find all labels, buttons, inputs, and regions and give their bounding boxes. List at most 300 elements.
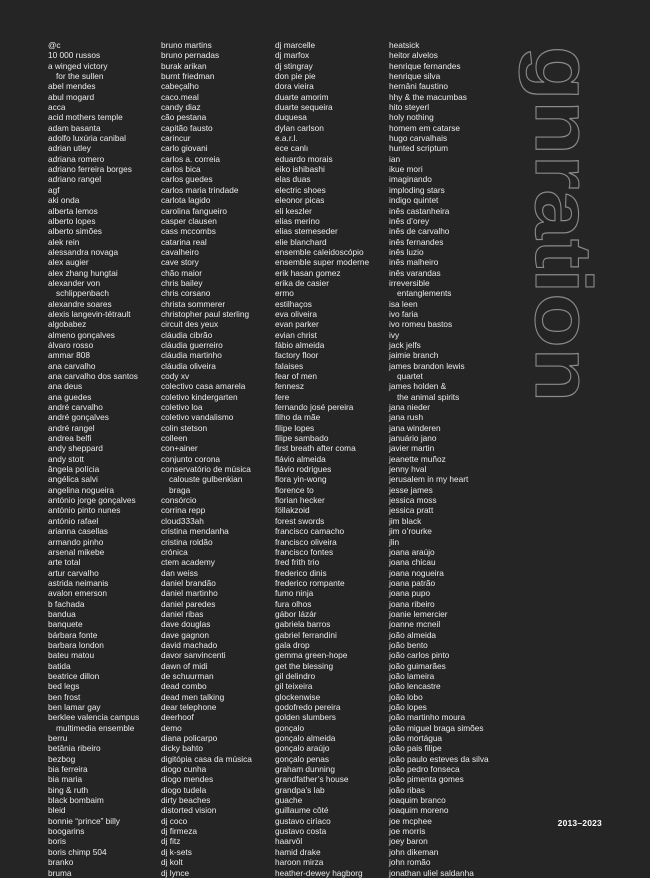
artist-name: joana nogueira (389, 567, 444, 578)
artist-name: joey baron (389, 836, 428, 847)
artist-name: carincur (161, 133, 191, 144)
artist-name: inês de carvalho (389, 226, 450, 237)
artist-name: dj marcelle (275, 40, 316, 50)
artist-name: cristina roldão (161, 536, 213, 547)
artist-name: jerusalem in my heart (389, 474, 469, 485)
artist-name: joão martinho moura (389, 712, 466, 723)
artist-name: bezbog (48, 753, 76, 764)
artist-name: crónica (161, 546, 188, 557)
artist-name: francisco fontes (275, 546, 334, 557)
artist-name: arte total (48, 557, 81, 568)
artist-name: astrida neimanis (48, 577, 109, 588)
artist-name: casper clausen (161, 215, 217, 226)
artist-name: the animal spirits (397, 391, 460, 402)
artist-name: conjunto corona (161, 453, 221, 464)
artist-name: beatrice dillon (48, 670, 100, 681)
artist-name: jana winderen (389, 422, 441, 433)
artist-name: jessica pratt (389, 505, 434, 516)
artist-name: flávio rodrigues (275, 464, 332, 475)
artist-name: forest swords (275, 515, 325, 526)
artist-name: inês luzio (389, 246, 424, 257)
artist-name: ana deus (48, 381, 83, 392)
artist-name: estilhaços (275, 298, 312, 309)
artist-name: coletivo loa (161, 402, 203, 413)
artist-name: coletivo kindergarten (161, 391, 238, 402)
artist-name: ana carvalho dos santos (48, 371, 138, 381)
artist-name: electric shoes (275, 184, 326, 195)
artist-name: fere (275, 391, 290, 402)
artist-name: alek rein (48, 236, 80, 247)
artist-name: john romão (389, 857, 431, 868)
artist-name: acca (48, 102, 66, 113)
artist-name: cody xv (161, 371, 190, 381)
artist-name: fura olhos (275, 598, 312, 609)
artist-name: bruno martins (161, 40, 212, 50)
artist-name: alberto simões (48, 226, 102, 237)
artist-name: distorted vision (161, 805, 217, 816)
artist-name: joe mcphee (389, 815, 432, 826)
artist-name: elias merino (275, 215, 320, 226)
artist-name: inês fernandes (389, 236, 444, 247)
artist-name: boris chimp 504 (48, 846, 107, 857)
artist-name: coletivo vandalismo (161, 412, 234, 423)
artist-name: artur carvalho (48, 567, 99, 578)
artist-name: jack jelfs (389, 339, 421, 350)
artist-name: bruma (48, 867, 72, 878)
artist-name: diana policarpo (161, 733, 218, 744)
artist-column-4 (389, 40, 489, 878)
artist-name: dead combo (161, 681, 207, 692)
artist-name: hunted scriptum (389, 143, 449, 154)
artist-name: circuit des yeux (161, 319, 219, 330)
artist-name: joão pedro fonseca (389, 764, 460, 775)
artist-name: alexandre soares (48, 298, 112, 309)
artist-name: andy stott (48, 453, 84, 464)
artist-name: joão pais filipe (389, 743, 442, 754)
artist-name: cavalheiro (161, 246, 199, 257)
artist-name: jana nieder (389, 402, 431, 413)
artist-name: inês malheiro (389, 257, 439, 268)
artist-name: eva oliveira (275, 308, 317, 319)
artist-name: javier martin (389, 443, 435, 454)
artist-name: jim o’rourke (389, 526, 432, 537)
artist-name: francisco camacho (275, 526, 345, 537)
artist-name: colleen (161, 433, 188, 444)
artist-name: first breath after coma (275, 443, 356, 454)
artist-name: carlos bica (161, 164, 201, 175)
artist-name: heitor alvelos (389, 50, 438, 61)
artist-name: gustavo ciríaco (275, 815, 331, 826)
artist-name: gonçalo penas (275, 753, 329, 764)
artist-name: chão maior (161, 267, 203, 278)
artist-name: jlin (389, 536, 400, 547)
artist-name: hernâni faustino (389, 81, 449, 92)
artist-name: braga (169, 484, 191, 495)
artist-name: hhy & the macumbas (389, 91, 467, 102)
artist-name: colin stetson (161, 422, 208, 433)
artist-name: almeno gonçalves (48, 329, 115, 340)
artist-name: diogo cunha (161, 764, 207, 775)
artist-name: fear of men (275, 371, 317, 381)
artist-name: dj kolt (161, 857, 183, 868)
artist-name: dead men talking (161, 691, 225, 702)
artist-name: aki onda (48, 195, 80, 206)
artist-name: ben frost (48, 691, 81, 702)
artist-name: godofredo pereira (275, 702, 341, 712)
artist-name: agf (48, 184, 60, 195)
artist-column-1 (48, 40, 139, 878)
artist-name: abul mogard (48, 91, 95, 102)
artist-name: alex zhang hungtai (48, 267, 118, 278)
artist-name: burak arikan (161, 60, 207, 71)
artist-name: get the blessing (275, 660, 334, 671)
artist-name: gonçalo almeida (275, 733, 336, 744)
artist-name: evan parker (275, 319, 319, 330)
artist-name: gala drop (275, 639, 310, 650)
artist-name: digitópia casa da música (161, 753, 252, 764)
artist-name: bandua (48, 608, 76, 619)
artist-name: hugo carvalhais (389, 133, 448, 144)
artist-name: dicky bahto (161, 743, 203, 754)
artist-name: gabriela barros (275, 619, 331, 630)
artist-name: dj coco (161, 815, 188, 826)
artist-name: haarvöl (275, 836, 303, 847)
artist-name: joão lameira (389, 670, 435, 681)
artist-name: arsenal mikebe (48, 546, 105, 557)
artist-name: joana patrão (389, 577, 436, 588)
artist-name: dave gagnon (161, 629, 209, 640)
artist-name: irreversible (389, 277, 430, 288)
artist-name: joanne mcneil (389, 619, 441, 630)
artist-name: erika de casier (275, 277, 329, 288)
artist-name: cão pestana (161, 112, 207, 123)
artist-name: de schuurman (161, 670, 214, 681)
artist-name: for the sullen (56, 71, 104, 82)
artist-name: con+ainer (161, 443, 198, 454)
artist-name: alberto lopes (48, 215, 96, 226)
artist-name: davor sanvincenti (161, 650, 226, 661)
artist-name: boris (48, 836, 66, 847)
artist-name: multimedia ensemble (56, 722, 135, 733)
artist-name: angelina nogueira (48, 484, 114, 495)
artist-name: henrique fernandes (389, 60, 461, 71)
artist-name: a winged victory (48, 60, 108, 71)
artist-name: duarte amorim (275, 91, 329, 102)
artist-name: conservatório de música (161, 464, 251, 475)
artist-name: francisco oliveira (275, 536, 337, 547)
artist-name: dj lynce (161, 867, 190, 878)
artist-name: calouste gulbenkian (169, 474, 243, 485)
artist-name: catarina real (161, 236, 207, 247)
artist-name: heatsick (389, 40, 420, 50)
artist-name: ammar 808 (48, 350, 90, 361)
artist-name: ensemble super moderne (275, 257, 370, 268)
artist-name: duarte sequeira (275, 102, 333, 113)
artist-name: dora vieira (275, 81, 314, 92)
artist-name: filipe lopes (275, 422, 315, 433)
artist-name: haroon mirza (275, 857, 324, 868)
artist-name: dj marfox (275, 50, 310, 61)
artist-name: heather-dewey hagborg (275, 867, 363, 878)
artist-name: duquesa (275, 112, 307, 123)
artist-name: isa leen (389, 298, 418, 309)
artist-name: dj stingray (275, 60, 313, 71)
artist-name: ivy (389, 329, 400, 340)
artist-name: alessandra novaga (48, 246, 119, 257)
artist-name: carlos a. correia (161, 153, 221, 164)
artist-name: joão lobo (389, 691, 423, 702)
artist-name: ben lamar gay (48, 702, 101, 712)
artist-name: daniel paredes (161, 598, 216, 609)
artist-name: dj fitz (161, 836, 181, 847)
artist-name: eduardo morais (275, 153, 333, 164)
artist-name: cabeçalho (161, 81, 199, 92)
artist-name: adriano ferreira borges (48, 164, 132, 175)
artist-name: banquete (48, 619, 83, 630)
artist-name: carlota lagido (161, 195, 211, 206)
artist-name: e.a.r.l. (275, 133, 298, 144)
artist-name: acid mothers temple (48, 112, 123, 123)
artist-name: ana guedes (48, 391, 92, 402)
artist-name: fernando josé pereira (275, 402, 354, 413)
artist-name: evian christ (275, 329, 317, 340)
artist-name: dan weiss (161, 567, 198, 578)
artist-name: joaquim moreno (389, 805, 449, 816)
artist-name: gustavo costa (275, 826, 327, 837)
artist-name: guache (275, 795, 303, 806)
gnration-logo-text: gnration (519, 46, 608, 366)
artist-name: @c (48, 40, 61, 50)
artist-name: cláudia cibrão (161, 329, 213, 340)
artist-name: gonçalo (275, 722, 305, 733)
artist-column-2 (161, 40, 252, 878)
artist-name: fred frith trio (275, 557, 320, 568)
artist-name: 10 000 russos (48, 50, 101, 61)
artist-name: demo (161, 722, 182, 733)
artist-name: joão mortágua (389, 733, 443, 744)
artist-name: elie blanchard (275, 236, 327, 247)
gnration-logo (518, 46, 614, 406)
artist-name: joana ribeiro (389, 598, 435, 609)
artist-name: joão lopes (389, 702, 427, 712)
artist-name: chris corsano (161, 288, 211, 299)
artist-name: antónio pinto nunes (48, 505, 121, 516)
artist-name: álvaro rosso (48, 339, 94, 350)
artist-name: diogo tudela (161, 784, 207, 795)
artist-name: ana carvalho (48, 360, 96, 371)
artist-name: föllakzoid (275, 505, 310, 516)
artist-name: caco.meal (161, 91, 199, 102)
artist-name: bia ferreira (48, 764, 88, 775)
artist-name: dear telephone (161, 702, 217, 712)
artist-name: flora yin-wong (275, 474, 327, 485)
artist-name: bia maria (48, 774, 83, 785)
artist-name: capitão fausto (161, 122, 213, 133)
artist-name: golden slumbers (275, 712, 336, 723)
artist-name: graham dunning (275, 764, 335, 775)
artist-name: daniel ribas (161, 608, 204, 619)
artist-name: alex augier (48, 257, 89, 268)
artist-name: fábio almeida (275, 339, 325, 350)
artist-name: burnt friedman (161, 71, 215, 82)
artist-name: bed legs (48, 681, 80, 692)
artist-name: alexis langevin-tétrault (48, 308, 131, 319)
artist-name: ian (389, 153, 401, 164)
artist-name: abel mendes (48, 81, 96, 92)
artist-name: antónio rafael (48, 515, 99, 526)
artist-name: ivo romeu bastos (389, 319, 453, 330)
artist-name: gil delindro (275, 670, 316, 681)
artist-name: quartet (397, 371, 423, 381)
artist-name: david machado (161, 639, 218, 650)
artist-name: bruno pernadas (161, 50, 220, 61)
artist-name: bing & ruth (48, 784, 89, 795)
artist-name: john dikeman (389, 846, 439, 857)
artist-name: cloud333ah (161, 515, 204, 526)
artist-name: carlo giovani (161, 143, 208, 154)
artist-name: daniel brandão (161, 577, 216, 588)
artist-name: berru (48, 733, 68, 744)
artist-name: ece canlı (275, 143, 309, 154)
artist-name: joana araújo (389, 546, 435, 557)
artist-name: eli keszler (275, 205, 312, 216)
artist-name: entanglements (397, 288, 452, 299)
artist-name: dawn of midi (161, 660, 208, 671)
artist-name: jesse james (389, 484, 433, 495)
artist-name: jonathan uliel saldanha (389, 867, 474, 878)
artist-name: ikue mori (389, 164, 423, 175)
artist-name: joão lencastre (389, 681, 441, 692)
artist-name: joaquim branco (389, 795, 446, 806)
artist-name: eiko ishibashi (275, 164, 325, 175)
artist-name: erik hasan gomez (275, 267, 341, 278)
artist-name: imaginando (389, 174, 432, 185)
artist-name: elias stemeseder (275, 226, 338, 237)
artist-columns (48, 40, 518, 878)
artist-column-3 (275, 40, 369, 878)
artist-name: indigo quintet (389, 195, 439, 206)
artist-name: avalon emerson (48, 588, 108, 599)
artist-name: dirty beaches (161, 795, 211, 806)
artist-name: jenny hval (389, 464, 427, 475)
artist-name: jim black (389, 515, 422, 526)
artist-name: joão miguel braga simões (389, 722, 484, 733)
artist-name: barbara london (48, 639, 104, 650)
artist-name: candy diaz (161, 102, 201, 113)
artist-name: adam basanta (48, 122, 101, 133)
artist-name: branko (48, 857, 74, 868)
artist-name: cláudia martinho (161, 350, 222, 361)
artist-name: fumo ninja (275, 588, 314, 599)
artist-name: b fachada (48, 598, 85, 609)
artist-name: alberta lemos (48, 205, 98, 216)
artist-name: ângela polícia (48, 464, 100, 475)
artist-name: joana pupo (389, 588, 431, 599)
artist-name: angélica salvi (48, 474, 98, 485)
artist-name: gabriel ferrandini (275, 629, 337, 640)
artist-name: frederico dinis (275, 567, 327, 578)
artist-name: james holden & (389, 381, 447, 392)
artist-name: fennesz (275, 381, 305, 392)
artist-name: joão ribas (389, 784, 425, 795)
artist-name: hamid drake (275, 846, 321, 857)
artist-name: antónio jorge gonçalves (48, 495, 136, 506)
artist-name: arianna casellas (48, 526, 108, 537)
artist-name: filipe sambado (275, 433, 329, 444)
artist-name: joão carlos pinto (389, 650, 450, 661)
artist-name: flávio almeida (275, 453, 326, 464)
artist-name: bleid (48, 805, 66, 816)
artist-name: joão almeida (389, 629, 437, 640)
artist-name: adolfo luxúria canibal (48, 133, 126, 144)
artist-name: christopher paul sterling (161, 308, 250, 319)
artist-name: cláudia oliveira (161, 360, 216, 371)
artist-name: berklee valencia campus (48, 712, 140, 723)
artist-name: batida (48, 660, 71, 671)
artist-name: christa sommerer (161, 298, 226, 309)
artist-name: joanie lemercier (389, 608, 448, 619)
artist-name: carolina fangueiro (161, 205, 227, 216)
artist-name: deerhoof (161, 712, 194, 723)
artist-name: dylan carlson (275, 122, 324, 133)
artist-name: florence to (275, 484, 314, 495)
artist-name: grandfather’s house (275, 774, 349, 785)
artist-name: jana rush (389, 412, 424, 423)
artist-name: holy nothing (389, 112, 434, 123)
artist-name: joão guimarães (389, 660, 446, 671)
artist-name: carlos guedes (161, 174, 213, 185)
artist-name: adrian utley (48, 143, 91, 154)
artist-name: daniel martinho (161, 588, 218, 599)
artist-name: andrea belfi (48, 433, 92, 444)
artist-name: gil teixeira (275, 681, 313, 692)
artist-name: jessica moss (389, 495, 437, 506)
gnration-logo-wordmark (518, 46, 614, 406)
artist-name: glockenwise (275, 691, 321, 702)
artist-name: andy sheppard (48, 443, 103, 454)
artist-name: schlippenbach (56, 288, 110, 299)
artist-name: januário jano (389, 433, 437, 444)
artist-name: diogo mendes (161, 774, 214, 785)
artist-name: homem em catarse (389, 122, 461, 133)
artist-name: consórcio (161, 495, 197, 506)
artist-name: frederico rompante (275, 577, 345, 588)
artist-name: inês d’orey (389, 215, 430, 226)
artist-name: inês varandas (389, 267, 441, 278)
artist-name: adriano rangel (48, 174, 102, 185)
artist-name: filho da mãe (275, 412, 321, 423)
artist-name: elas duas (275, 174, 311, 185)
artist-name: boogarins (48, 826, 85, 837)
artist-name: algobabez (48, 319, 87, 330)
artist-name: ivo faria (389, 308, 419, 319)
artist-name: inês castanheira (389, 205, 450, 216)
artist-name: andré rangel (48, 422, 95, 433)
artist-name: henrique silva (389, 71, 441, 82)
year-range: 2013–2023 (557, 818, 602, 828)
artist-name: joão paulo esteves da silva (389, 753, 489, 764)
artist-name: hito steyerl (389, 102, 430, 113)
artist-name: corrina repp (161, 505, 206, 516)
artist-name: black bombaim (48, 795, 104, 806)
artist-name: adriana romero (48, 153, 105, 164)
artist-name: factory floor (275, 350, 319, 361)
artist-name: joana chicau (389, 557, 436, 568)
artist-name: cave story (161, 257, 199, 268)
artist-name: ensemble caleidoscópio (275, 246, 364, 257)
artist-name: ermo (275, 288, 294, 299)
artist-name: joão bento (389, 639, 428, 650)
